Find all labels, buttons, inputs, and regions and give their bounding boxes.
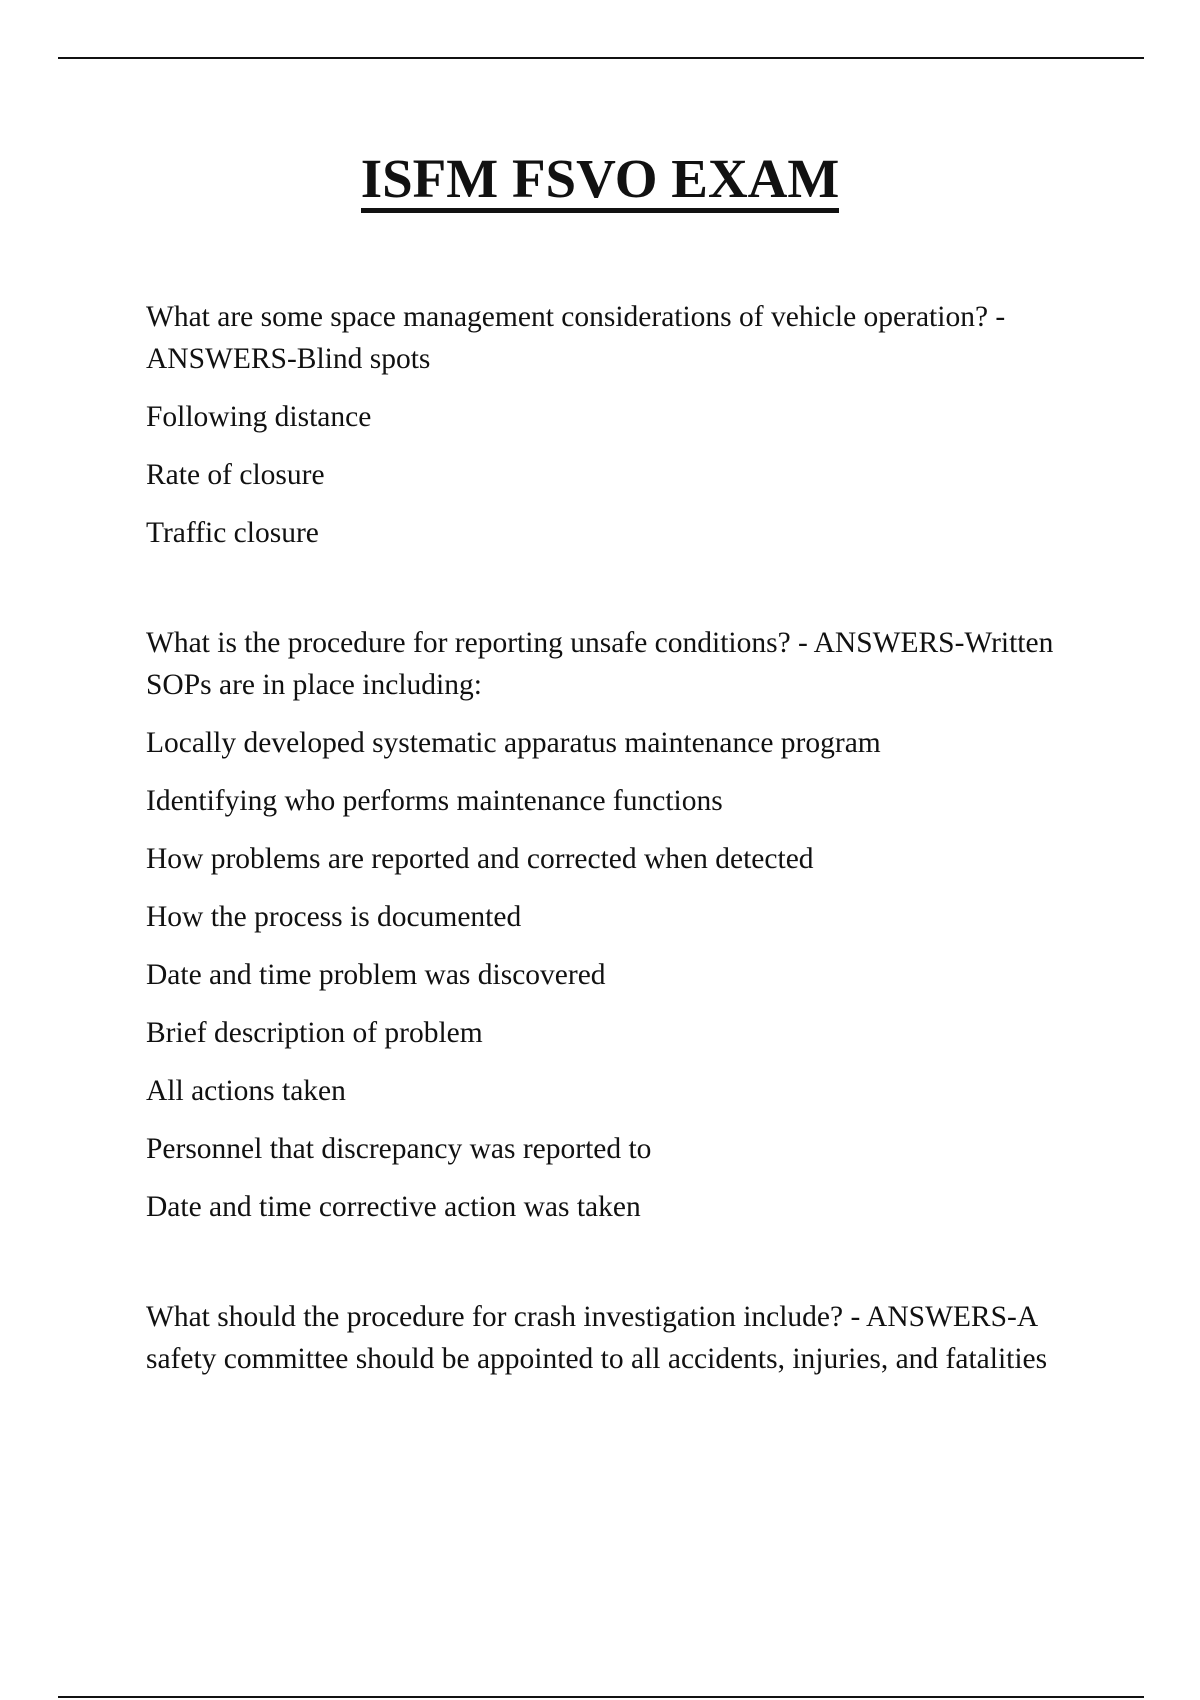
answer-item: Date and time problem was discovered: [146, 959, 606, 991]
answer-item: Following distance: [146, 401, 372, 433]
answer-item: Traffic closure: [146, 517, 319, 549]
question-text: What is the procedure for reporting unsafe conditions? - ANSWERS-Written SOPs are in place including:: [146, 627, 1054, 701]
answer-item: How problems are reported and corrected when detected: [146, 843, 814, 875]
top-rule: [58, 57, 1144, 59]
answer-item: All actions taken: [146, 1075, 346, 1107]
answer-item: Identifying who performs maintenance functions: [146, 785, 723, 817]
answer-item: Date and time corrective action was taken: [146, 1191, 641, 1223]
document-body: [146, 296, 1076, 1380]
answer-item: Brief description of problem: [146, 1017, 483, 1049]
bottom-rule: [58, 1696, 1144, 1698]
question-text: What should the procedure for crash investigation include? - ANSWERS-A safety committee should be appointed to all accidents, injuries, and fatalities: [146, 1301, 1048, 1375]
answer-item: How the process is documented: [146, 901, 522, 933]
qa-section-3: [146, 1296, 1076, 1380]
answer-item: Personnel that discrepancy was reported to: [146, 1133, 652, 1165]
page-title-text: ISFM FSVO EXAM: [361, 150, 840, 213]
answer-item: Rate of closure: [146, 459, 325, 491]
question-text: What are some space management considerations of vehicle operation? - ANSWERS-Blind spots: [146, 301, 1006, 375]
qa-section-2: [146, 622, 1076, 1228]
qa-section-1: [146, 296, 1076, 554]
answer-item: Locally developed systematic apparatus maintenance program: [146, 727, 881, 759]
page-title: [0, 146, 1200, 213]
